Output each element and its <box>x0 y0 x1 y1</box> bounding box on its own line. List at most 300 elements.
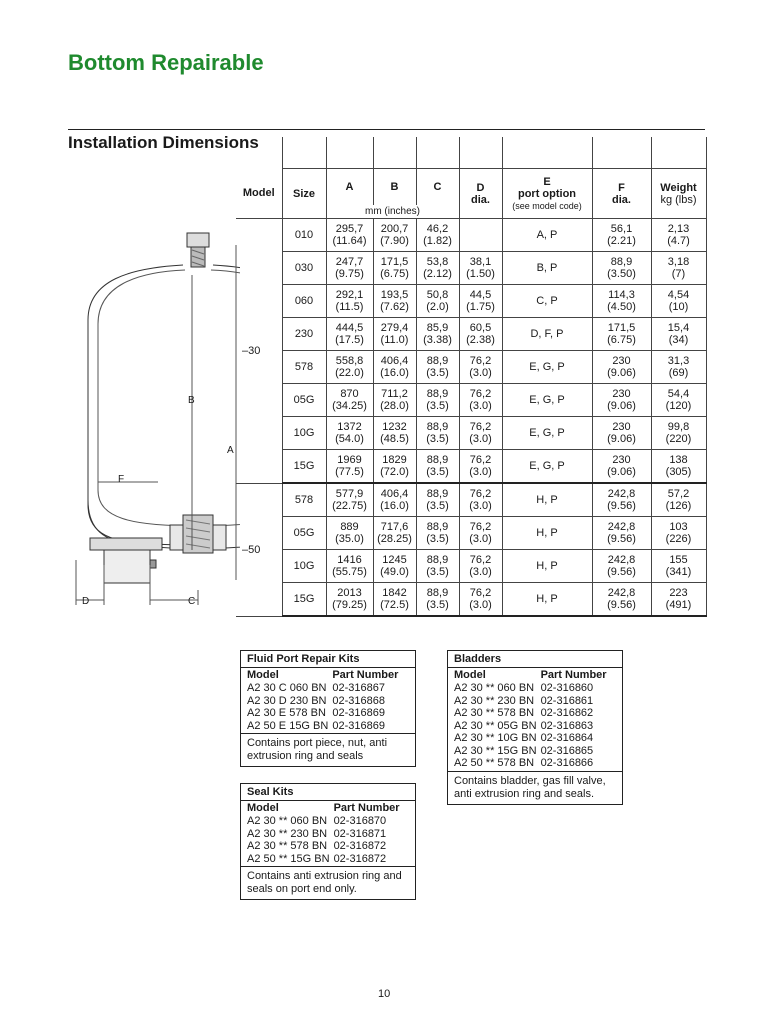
kit-row <box>247 707 402 720</box>
dim-f-cell <box>592 517 651 550</box>
dim-d-cell-mm: 76,2 <box>469 454 492 466</box>
weight-cell <box>651 583 706 617</box>
weight-cell-inches: (126) <box>665 500 692 512</box>
dim-a-cell-mm: 247,7 <box>335 256 364 268</box>
dim-a-cell <box>326 450 373 484</box>
dim-d-cell-inches: (3.0) <box>469 367 492 379</box>
header-row <box>236 169 706 206</box>
header-size: Size <box>282 169 326 219</box>
dim-b-cell-inches: (28.25) <box>377 533 412 545</box>
kit-row <box>247 695 402 708</box>
dim-b-cell <box>373 252 416 285</box>
dim-c-cell-mm: 88,9 <box>426 355 449 367</box>
dim-d-cell-mm: 76,2 <box>469 521 492 533</box>
dim-f-cell-mm: 88,9 <box>610 256 633 268</box>
size-cell: 578 <box>282 483 326 517</box>
dim-f-cell-inches: (3.50) <box>607 268 636 280</box>
dim-c-cell-inches: (1.82) <box>423 235 452 247</box>
dim-f-cell <box>592 318 651 351</box>
dim-d-cell-mm: 44,5 <box>469 289 492 301</box>
dim-b-cell <box>373 351 416 384</box>
size-cell: 15G <box>282 583 326 617</box>
port-option-cell: E, G, P <box>502 417 592 450</box>
dim-f-cell-inches: (2.21) <box>607 235 636 247</box>
dim-f-cell-inches: (9.06) <box>607 367 636 379</box>
dim-b-cell-mm: 193,5 <box>380 289 409 301</box>
dim-f-cell-inches: (9.56) <box>607 533 636 545</box>
col-part-number: Part Number <box>332 669 399 681</box>
col-model: Model <box>247 669 279 681</box>
dim-f-cell-inches: (9.06) <box>607 400 636 412</box>
weight-cell-inches: (69) <box>668 367 689 379</box>
dim-b-cell-inches: (16.0) <box>380 367 409 379</box>
dim-f-cell <box>592 550 651 583</box>
dim-d-cell <box>459 219 502 252</box>
dim-a-cell-inches: (22.75) <box>332 500 367 512</box>
dim-b-cell-mm: 1829 <box>382 454 407 466</box>
seal-kits-box <box>240 783 416 900</box>
dim-b-cell-inches: (49.0) <box>380 566 409 578</box>
weight-cell-inches: (226) <box>665 533 692 545</box>
header-units: mm (inches) <box>326 205 459 219</box>
weight-cell-mm: 2,13 <box>667 223 690 235</box>
dim-c-cell <box>416 252 459 285</box>
dim-c-cell-inches: (2.12) <box>423 268 452 280</box>
dim-a-cell <box>326 550 373 583</box>
dim-f-cell-inches: (9.56) <box>607 566 636 578</box>
weight-cell-inches: (34) <box>668 334 689 346</box>
dim-b-cell-mm: 406,4 <box>380 488 409 500</box>
seal-kits-note: Contains anti extrusion ring and seals on port end only. <box>241 866 415 899</box>
table-row <box>236 583 706 617</box>
model-cell: –30 <box>236 219 282 484</box>
table-row <box>236 351 706 384</box>
dim-a-cell <box>326 285 373 318</box>
table-row <box>236 318 706 351</box>
dim-d-cell <box>459 318 502 351</box>
size-cell: 030 <box>282 252 326 285</box>
port-option-cell: A, P <box>502 219 592 252</box>
port-option-cell: E, G, P <box>502 351 592 384</box>
dim-b-cell <box>373 285 416 318</box>
port-option-cell: B, P <box>502 252 592 285</box>
dim-b-cell <box>373 219 416 252</box>
dim-b-cell-inches: (72.0) <box>380 466 409 478</box>
col-part-number: Part Number <box>333 802 400 814</box>
dim-c-cell <box>416 384 459 417</box>
dim-d-cell-inches: (3.0) <box>469 533 492 545</box>
dim-f-cell-mm: 230 <box>612 454 631 466</box>
dim-c-cell-inches: (3.5) <box>426 400 449 412</box>
weight-cell <box>651 550 706 583</box>
model-code: A2 30 ** 060 BN <box>454 682 535 694</box>
dim-a-cell-inches: (9.75) <box>335 268 364 280</box>
weight-cell-inches: (341) <box>665 566 692 578</box>
dim-label-c: C <box>188 596 196 607</box>
installation-dimensions-table <box>236 137 707 617</box>
size-cell: 060 <box>282 285 326 318</box>
dim-f-cell <box>592 252 651 285</box>
dim-b-cell-mm: 171,5 <box>380 256 409 268</box>
port-option-cell: H, P <box>502 517 592 550</box>
dim-f-cell <box>592 351 651 384</box>
dim-d-cell-inches: (2.38) <box>466 334 495 346</box>
dim-f-cell-mm: 114,3 <box>608 289 635 301</box>
dim-a-cell-inches: (11.64) <box>332 235 367 247</box>
size-cell: 05G <box>282 517 326 550</box>
dim-a-cell-inches: (34.25) <box>332 400 367 412</box>
dim-f-cell-inches: (9.06) <box>607 466 636 478</box>
dim-c-cell-mm: 50,8 <box>426 289 449 301</box>
model-code: A2 50 ** 15G BN <box>247 852 330 865</box>
weight-cell-mm: 3,18 <box>667 256 690 268</box>
accumulator-drawing <box>70 220 240 615</box>
part-number: 02-316860 <box>540 682 594 694</box>
dim-d-cell-inches: (3.0) <box>469 566 492 578</box>
weight-cell-mm: 57,2 <box>667 488 690 500</box>
dim-label-d: D <box>82 596 90 607</box>
model-code: A2 30 ** 230 BN <box>454 694 535 707</box>
dim-d-cell-mm: 76,2 <box>469 388 492 400</box>
weight-cell-mm: 223 <box>669 587 688 599</box>
weight-cell <box>651 483 706 517</box>
weight-cell-mm: 4,54 <box>667 289 690 301</box>
dim-a-cell-inches: (35.0) <box>335 533 364 545</box>
section-title: Installation Dimensions <box>68 133 259 152</box>
weight-cell <box>651 517 706 550</box>
dim-c-cell-mm: 88,9 <box>426 554 449 566</box>
dim-b-cell-mm: 711,2 <box>381 388 408 400</box>
dim-c-cell-mm: 53,8 <box>426 256 449 268</box>
dim-d-cell-inches: (3.0) <box>469 400 492 412</box>
table-row <box>236 550 706 583</box>
dim-a-cell-inches: (54.0) <box>335 433 364 445</box>
bladders-title: Bladders <box>448 651 622 668</box>
dim-d-cell-mm: 76,2 <box>469 554 492 566</box>
dim-c-cell-mm: 88,9 <box>426 488 449 500</box>
weight-cell-mm: 15,4 <box>667 322 690 334</box>
col-part-number: Part Number <box>540 669 607 681</box>
dim-d-cell-mm: 38,1 <box>469 256 492 268</box>
seal-kits-table <box>247 802 404 865</box>
dim-d-cell-inches: (3.0) <box>469 500 492 512</box>
part-number: 02-316861 <box>540 694 594 707</box>
fluid-port-kits-note: Contains port piece, nut, anti extrusion ring and seals <box>241 733 415 766</box>
weight-cell-inches: (305) <box>665 466 692 478</box>
dim-b-cell <box>373 517 416 550</box>
dim-b-cell-inches: (7.90) <box>380 235 409 247</box>
dim-a-cell <box>326 351 373 384</box>
dim-f-cell <box>592 219 651 252</box>
dim-c-cell <box>416 517 459 550</box>
dim-a-cell <box>326 583 373 617</box>
kit-row <box>247 840 404 853</box>
dim-a-cell-mm: 577,9 <box>335 488 364 500</box>
dim-a-cell-mm: 444,5 <box>335 322 364 334</box>
kit-row <box>454 745 611 758</box>
dim-f-cell-mm: 242,8 <box>607 488 636 500</box>
model-code: A2 30 ** 060 BN <box>247 815 328 827</box>
weight-cell-mm: 103 <box>669 521 688 533</box>
model-code: A2 50 ** 578 BN <box>454 757 535 769</box>
dim-c-cell-inches: (3.5) <box>426 433 449 445</box>
dim-a-cell-inches: (17.5) <box>335 334 364 346</box>
dim-f-cell-mm: 56,1 <box>610 223 633 235</box>
dim-d-cell <box>459 517 502 550</box>
part-number: 02-316869 <box>332 707 385 719</box>
dim-b-cell <box>373 318 416 351</box>
dim-a-cell-mm: 1416 <box>337 554 362 566</box>
header-c: C <box>416 169 459 206</box>
page-number: 10 <box>378 988 391 1000</box>
dim-b-cell-inches: (28.0) <box>380 400 409 412</box>
part-number: 02-316872 <box>333 852 387 865</box>
dim-b-cell-mm: 717,6 <box>380 521 409 533</box>
dim-label-b: B <box>188 395 195 406</box>
dim-d-cell-mm: 76,2 <box>469 355 492 367</box>
kit-row <box>454 732 611 745</box>
dim-f-cell-inches: (9.56) <box>607 500 636 512</box>
kit-row <box>454 720 611 733</box>
dim-d-cell <box>459 351 502 384</box>
part-number: 02-316870 <box>333 815 387 827</box>
dim-a-cell-mm: 2013 <box>337 587 362 599</box>
dim-c-cell-inches: (3.5) <box>426 500 449 512</box>
dim-b-cell <box>373 450 416 484</box>
dim-d-cell-inches: (3.0) <box>469 599 492 611</box>
header-weight: Weight kg (lbs) <box>651 169 706 219</box>
dim-a-cell-mm: 295,7 <box>335 223 364 235</box>
dim-c-cell <box>416 318 459 351</box>
weight-cell-mm: 54,4 <box>667 388 690 400</box>
part-number: 02-316862 <box>540 707 594 719</box>
dim-d-cell-mm: 76,2 <box>469 587 492 599</box>
dim-c-cell <box>416 550 459 583</box>
dim-c-cell-inches: (2.0) <box>426 301 449 313</box>
dim-a-cell-inches: (79.25) <box>332 599 367 611</box>
dim-c-cell <box>416 219 459 252</box>
weight-cell-inches: (10) <box>668 301 689 313</box>
dim-c-cell <box>416 583 459 617</box>
fluid-port-repair-kits-box <box>240 650 416 767</box>
weight-cell <box>651 252 706 285</box>
weight-cell <box>651 219 706 252</box>
model-code: A2 30 E 578 BN <box>247 707 326 719</box>
dim-c-cell-inches: (3.38) <box>423 334 452 346</box>
dim-b-cell-mm: 200,7 <box>380 223 409 235</box>
dim-c-cell-mm: 85,9 <box>426 322 449 334</box>
dim-d-cell-inches: (3.0) <box>469 433 492 445</box>
dim-d-cell <box>459 450 502 484</box>
dim-a-cell-mm: 1372 <box>337 421 362 433</box>
part-number: 02-316865 <box>540 744 594 757</box>
dim-a-cell-mm: 870 <box>340 388 359 400</box>
header-model: Model <box>236 169 282 219</box>
kit-row <box>247 828 404 841</box>
section-divider <box>68 129 705 130</box>
dim-a-cell <box>326 252 373 285</box>
part-number: 02-316867 <box>332 682 385 694</box>
dim-b-cell-inches: (7.62) <box>380 301 409 313</box>
table-row <box>236 285 706 318</box>
dim-c-cell-inches: (3.5) <box>426 367 449 379</box>
weight-cell <box>651 318 706 351</box>
part-number: 02-316863 <box>540 719 594 732</box>
dim-a-cell-mm: 558,8 <box>335 355 364 367</box>
header-b: B <box>373 169 416 206</box>
dim-a-cell-mm: 292,1 <box>335 289 364 301</box>
weight-cell-inches: (491) <box>665 599 692 611</box>
dim-b-cell-mm: 279,4 <box>380 322 409 334</box>
dim-d-cell <box>459 417 502 450</box>
dim-a-cell-inches: (55.75) <box>332 566 367 578</box>
port-option-cell: H, P <box>502 583 592 617</box>
weight-cell-mm: 138 <box>669 454 688 466</box>
bladders-note: Contains bladder, gas fill valve, anti extrusion ring and seals. <box>448 771 622 804</box>
dim-f-cell-mm: 230 <box>612 421 631 433</box>
dim-f-cell-inches: (9.56) <box>607 599 636 611</box>
dim-f-cell <box>592 483 651 517</box>
dim-d-cell-mm: 76,2 <box>469 488 492 500</box>
size-cell: 10G <box>282 550 326 583</box>
part-number: 02-316872 <box>333 840 387 852</box>
dim-c-cell <box>416 417 459 450</box>
col-model: Model <box>454 669 486 681</box>
dim-a-cell <box>326 384 373 417</box>
header-a: A <box>326 169 373 206</box>
weight-cell <box>651 417 706 450</box>
dim-c-cell <box>416 351 459 384</box>
port-option-cell: D, F, P <box>502 318 592 351</box>
dim-b-cell <box>373 583 416 617</box>
size-cell: 15G <box>282 450 326 484</box>
weight-cell-inches: (220) <box>665 433 692 445</box>
dim-d-cell-mm: 60,5 <box>469 322 492 334</box>
dim-label-f: F <box>118 474 125 485</box>
dim-a-cell-mm: 889 <box>340 521 359 533</box>
dim-b-cell <box>373 417 416 450</box>
dim-d-cell <box>459 285 502 318</box>
dim-b-cell-inches: (16.0) <box>380 500 409 512</box>
kit-row <box>247 720 402 733</box>
dim-b-cell <box>373 384 416 417</box>
header-e: E port option (see model code) <box>502 169 592 219</box>
dim-c-cell-inches: (3.5) <box>426 566 449 578</box>
dim-b-cell <box>373 550 416 583</box>
kit-row <box>247 815 404 828</box>
dim-c-cell-mm: 88,9 <box>426 587 449 599</box>
weight-cell-inches: (7) <box>671 268 686 280</box>
dim-d-cell-mm: 76,2 <box>469 421 492 433</box>
model-code: A2 30 ** 05G BN <box>454 719 537 732</box>
dim-b-cell-mm: 1245 <box>382 554 407 566</box>
dim-f-cell-inches: (6.75) <box>607 334 636 346</box>
part-number: 02-316869 <box>332 719 385 732</box>
part-number: 02-316866 <box>540 757 594 769</box>
dim-a-cell-inches: (77.5) <box>335 466 364 478</box>
table-row <box>236 219 706 252</box>
weight-cell <box>651 285 706 318</box>
model-code: A2 30 C 060 BN <box>247 682 327 694</box>
dim-a-cell-inches: (11.5) <box>335 301 364 313</box>
size-cell: 230 <box>282 318 326 351</box>
col-model: Model <box>247 802 279 814</box>
dim-c-cell-mm: 88,9 <box>426 454 449 466</box>
dim-b-cell-mm: 1232 <box>382 421 407 433</box>
header-f: F dia. <box>592 169 651 219</box>
dim-f-cell <box>592 583 651 617</box>
weight-cell-mm: 99,8 <box>667 421 690 433</box>
dim-a-cell <box>326 417 373 450</box>
table-row <box>236 417 706 450</box>
dim-b-cell-inches: (48.5) <box>380 433 409 445</box>
dim-d-cell-inches: (3.0) <box>469 466 492 478</box>
bladders-box <box>447 650 623 805</box>
dim-f-cell-inches: (9.06) <box>607 433 636 445</box>
dim-c-cell <box>416 450 459 484</box>
table-row <box>236 483 706 517</box>
size-cell: 10G <box>282 417 326 450</box>
dim-f-cell-mm: 230 <box>612 388 631 400</box>
header-spacer-row <box>236 137 706 169</box>
dim-a-cell-inches: (22.0) <box>335 367 364 379</box>
port-option-cell: H, P <box>502 550 592 583</box>
table-row <box>236 252 706 285</box>
table-row <box>236 450 706 484</box>
seal-kits-title: Seal Kits <box>241 784 415 801</box>
model-code: A2 30 ** 578 BN <box>247 840 328 852</box>
part-number: 02-316868 <box>332 694 385 707</box>
dim-f-cell <box>592 384 651 417</box>
weight-cell <box>651 351 706 384</box>
port-option-cell: E, G, P <box>502 450 592 484</box>
dim-b-cell-mm: 406,4 <box>380 355 409 367</box>
fluid-port-kits-title: Fluid Port Repair Kits <box>241 651 415 668</box>
table-row <box>236 384 706 417</box>
part-number: 02-316864 <box>540 732 594 744</box>
dim-d-cell <box>459 384 502 417</box>
model-code: A2 50 E 15G BN <box>247 719 329 732</box>
dim-a-cell <box>326 483 373 517</box>
dim-b-cell-inches: (72.5) <box>380 599 409 611</box>
dim-c-cell-mm: 88,9 <box>426 388 449 400</box>
dim-f-cell-mm: 230 <box>612 355 631 367</box>
dim-d-cell <box>459 483 502 517</box>
weight-cell-inches: (4.7) <box>667 235 690 247</box>
dim-b-cell-mm: 1842 <box>382 587 407 599</box>
dim-d-cell-inches: (1.50) <box>466 268 495 280</box>
kit-row <box>454 695 611 708</box>
kit-row <box>454 682 611 695</box>
table-row <box>236 517 706 550</box>
dim-f-cell-mm: 242,8 <box>607 521 636 533</box>
kit-row <box>247 682 402 695</box>
dim-a-cell <box>326 219 373 252</box>
weight-cell <box>651 384 706 417</box>
weight-cell-mm: 31,3 <box>667 355 690 367</box>
dim-f-cell-inches: (4.50) <box>607 301 636 313</box>
dim-c-cell-mm: 88,9 <box>426 421 449 433</box>
model-code: A2 30 D 230 BN <box>247 694 327 707</box>
model-code: A2 30 ** 10G BN <box>454 732 537 744</box>
dim-a-cell <box>326 517 373 550</box>
weight-cell-mm: 155 <box>669 554 688 566</box>
dim-d-cell <box>459 583 502 617</box>
dim-f-cell-mm: 242,8 <box>607 554 636 566</box>
dim-d-cell <box>459 550 502 583</box>
size-cell: 05G <box>282 384 326 417</box>
dim-c-cell-inches: (3.5) <box>426 466 449 478</box>
